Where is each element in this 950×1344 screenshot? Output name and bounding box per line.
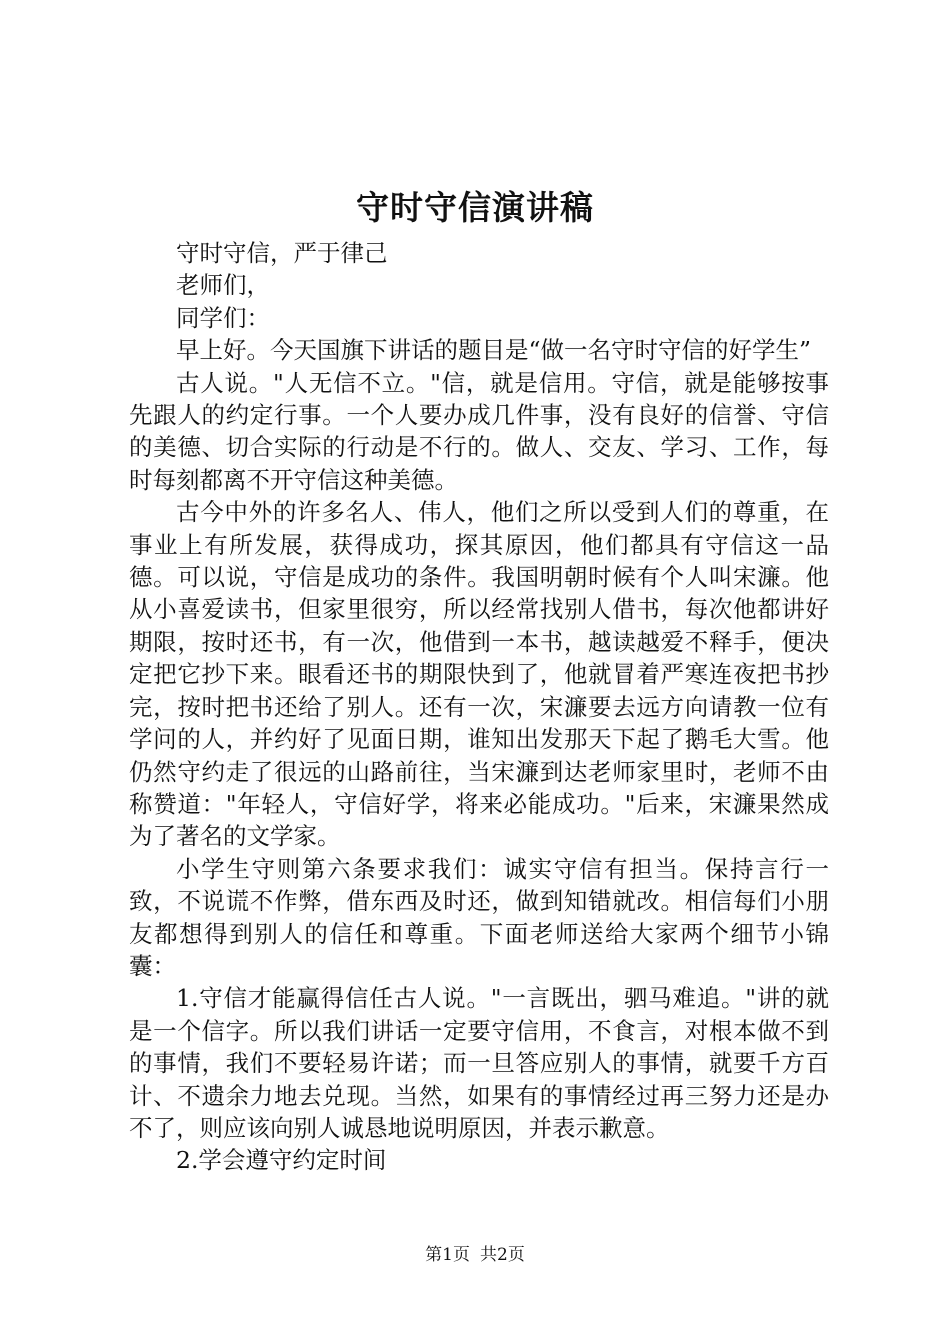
- page-total: 共2页: [480, 1245, 525, 1265]
- paragraph: 小学生守则第六条要求我们：诚实守信有担当。保持言行一致，不说谎不作弊，借东西及时还，做到知错就改。相信每们小朋友都想得到别人的信任和尊重。下面老师送给大家两个细节小锦囊：: [129, 854, 829, 980]
- paragraph: 古今中外的许多名人、伟人，他们之所以受到人们的尊重，在事业上有所发展，获得成功，探其原因，他们都具有守信这一品德。可以说，守信是成功的条件。我国明朝时候有个人叫宋濂。他从小喜爱读书，但家里很穷，所以经常找别人借书，每次他都讲好期限，按时还书，有一次，他借到一本书，越读越爱不释手，便决定把它抄下来。眼看还书的期限快到了，他就冒着严寒连夜把书抄完，按时把书还给了别人。还有一次，宋濂要去远方向请教一位有学问的人，并约好了见面日期，谁知出发那天下起了鹅毛大雪。他仍然守约走了很远的山路前往，当宋濂到达老师家里时，老师不由称赞道："年轻人，守信好学，将来必能成功。"后来，宋濂果然成为了著名的文学家。: [129, 498, 829, 851]
- paragraph: 2.学会遵守约定时间: [176, 1146, 387, 1175]
- document-title: 守时守信演讲稿: [356, 188, 594, 227]
- paragraph: 古人说。"人无信不立。"信，就是信用。守信，就是能够按事先跟人的约定行事。一个人要办成几件事，没有良好的信誉、守信的美德、切合实际的行动是不行的。做人、交友、学习、工作，每时每刻都离不开守信这种美德。: [129, 368, 829, 494]
- salutation-teachers: 老师们，: [176, 271, 270, 300]
- salutation-students: 同学们：: [176, 303, 270, 332]
- document-body: [129, 237, 829, 1177]
- page-footer: [0, 1244, 950, 1266]
- page-number: 第1页: [425, 1245, 470, 1265]
- paragraph: 1.守信才能赢得信任古人说。"一言既出，驷马难追。"讲的就是一个信字。所以我们讲话一定要守信用，不食言，对根本做不到的事情，我们不要轻易许诺；而一旦答应别人的事情，就要千方百计、不遗余力地去兑现。当然，如果有的事情经过再三努力还是办不了，则应该向别人诚恳地说明原因，并表示歉意。: [129, 984, 829, 1142]
- subtitle-line: 守时守信，严于律己: [176, 239, 388, 267]
- paragraph: 早上好。今天国旗下讲话的题目是“做一名守时守信的好学生”: [176, 336, 812, 365]
